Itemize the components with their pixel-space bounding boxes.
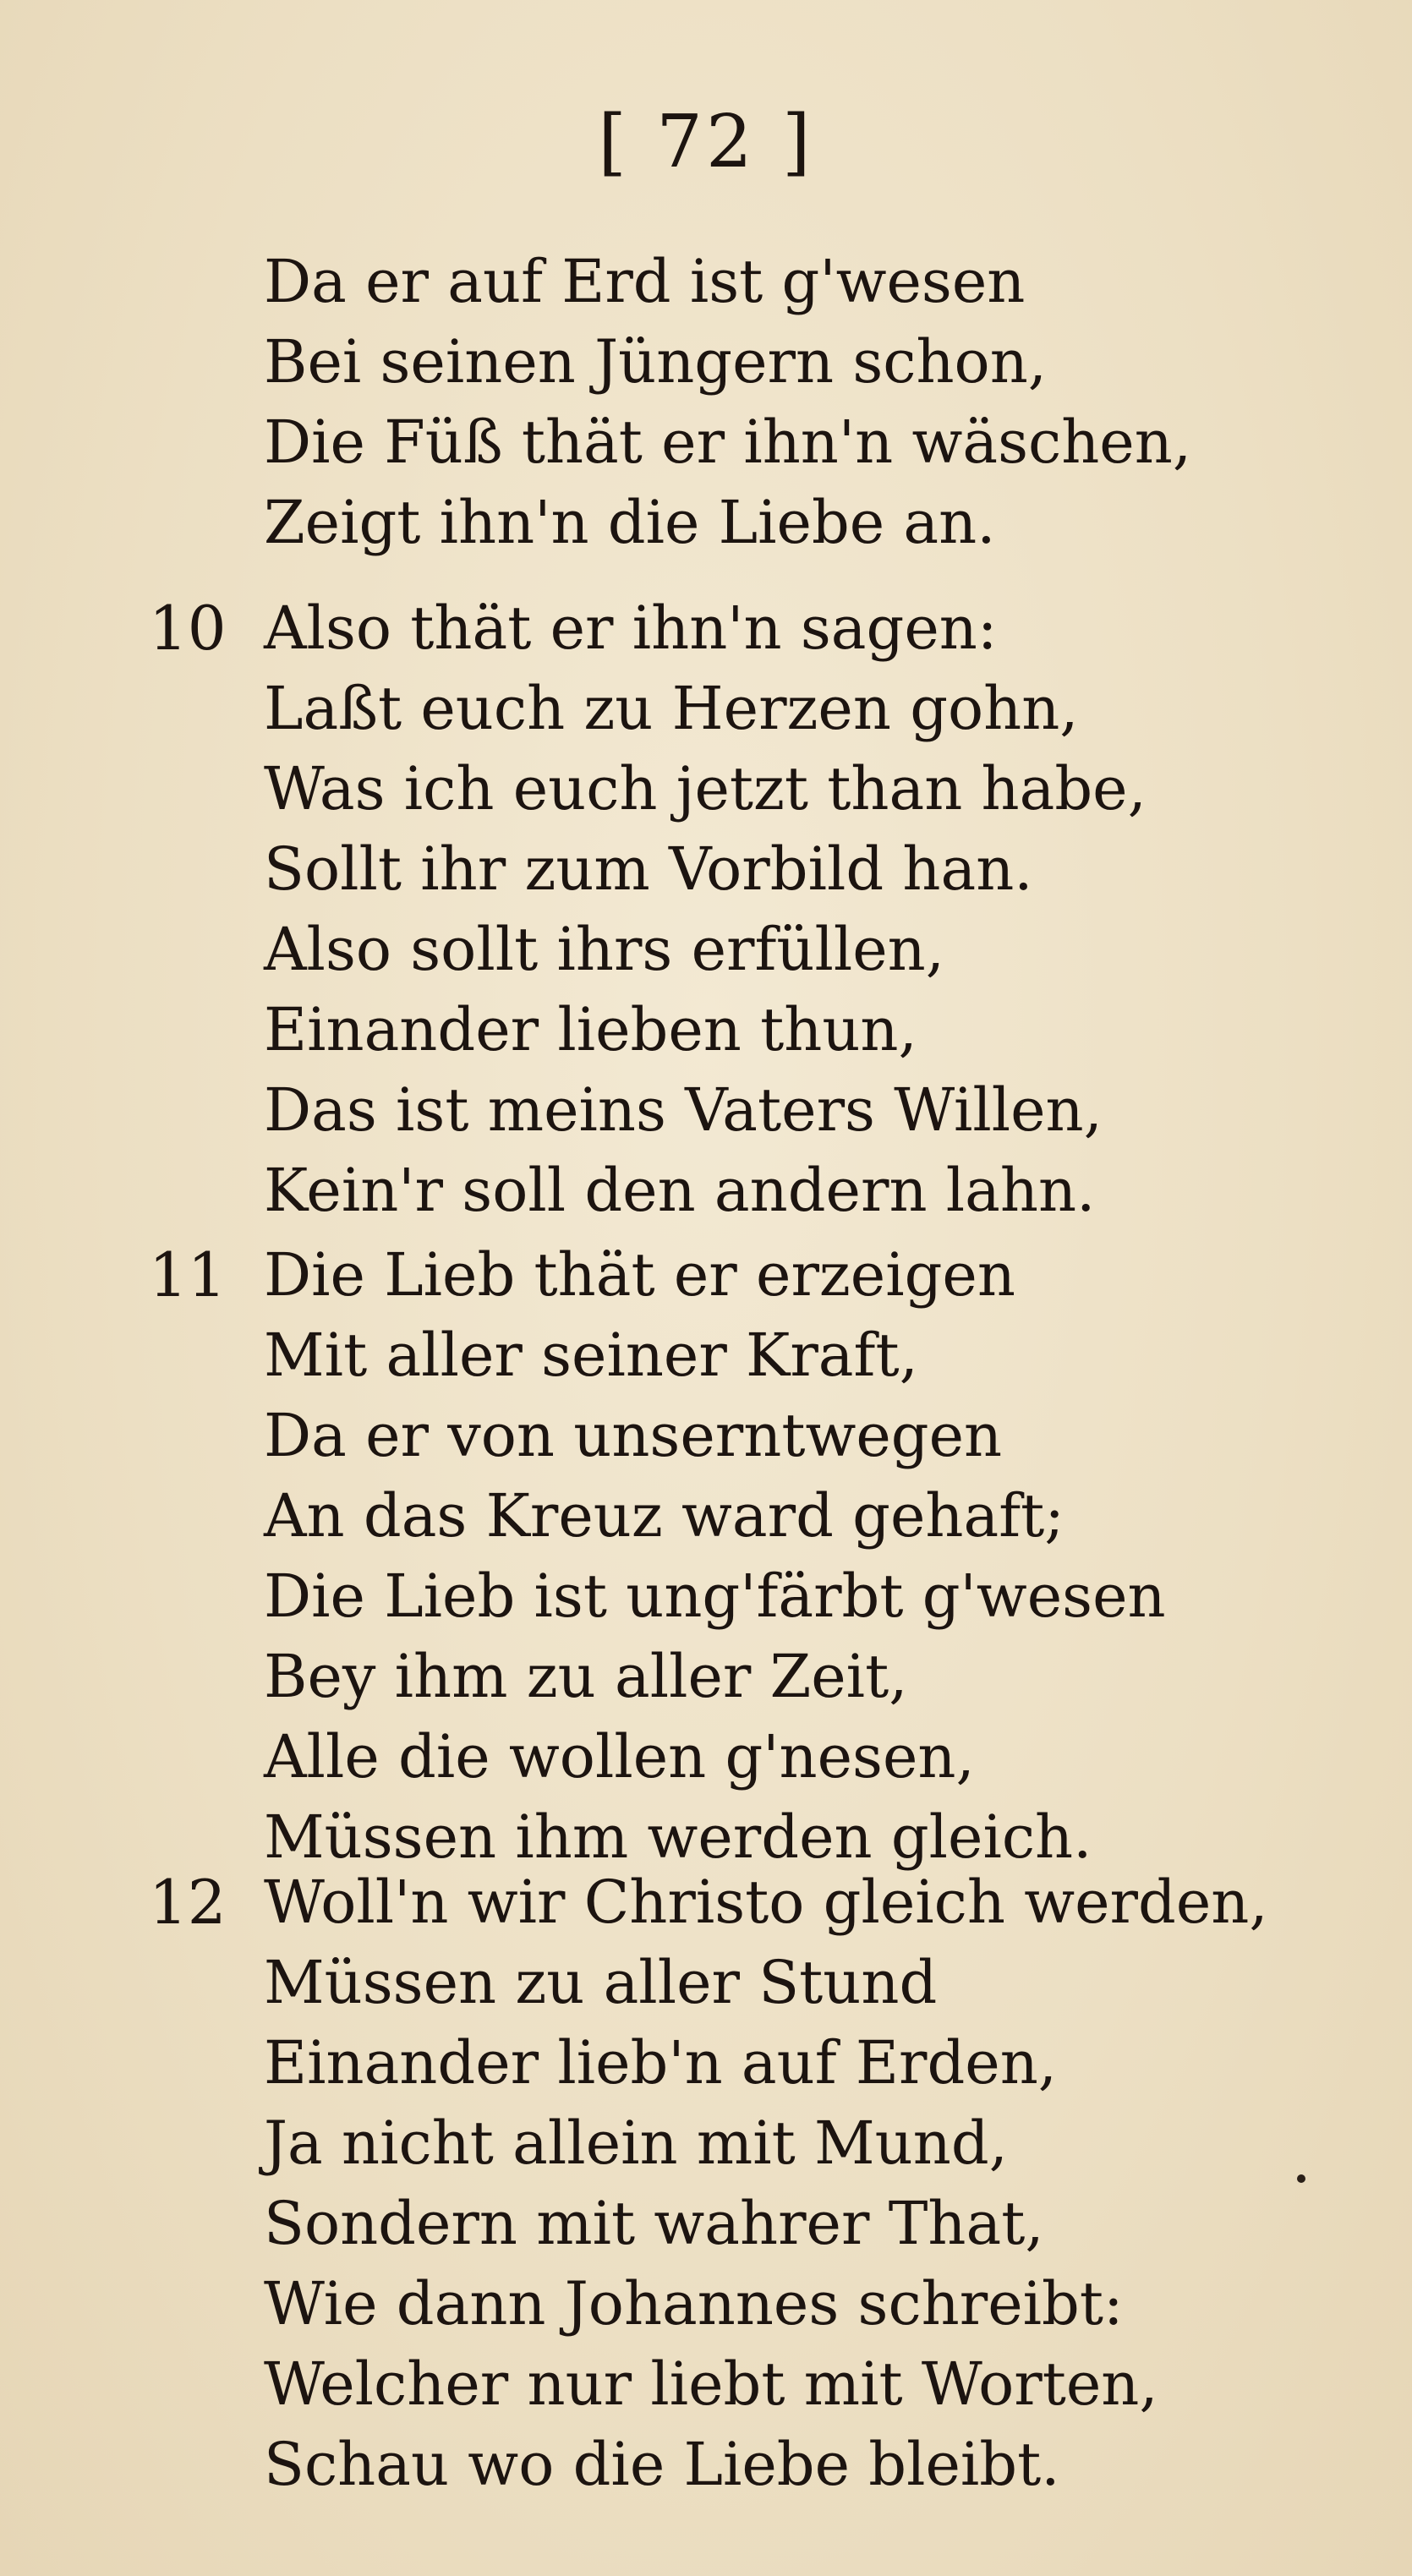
verse-line: Einander lieben thun, [264,995,917,1064]
stanza-number: 10 [149,593,227,664]
stanza-number: 11 [149,1239,227,1310]
verse-line: Müssen zu aller Stund [264,1948,938,2017]
verse-line: Sondern mit wahrer That, [264,2189,1044,2258]
verse-line: Zeigt ihn'n die Liebe an. [264,488,996,557]
verse-line: Die Füß thät er ihn'n wäschen, [264,407,1192,477]
verse-line: Ja nicht allein mit Mund, [264,2108,1008,2178]
verse-line: Kein'r soll den andern lahn. [264,1156,1096,1225]
page-number: [ 72 ] [598,100,814,184]
verse-line: Da er von unserntwegen [264,1401,1003,1470]
verse-line: Also sollt ihrs erfüllen, [264,915,944,984]
verse-line: Bey ihm zu aller Zeit, [264,1642,908,1711]
verse-line: Alle die wollen g'nesen, [264,1722,975,1791]
verse-line: Was ich euch jetzt than habe, [264,754,1147,823]
verse-line: Das ist meins Vaters Willen, [264,1075,1103,1145]
verse-line: Schau wo die Liebe bleibt. [264,2430,1060,2499]
verse-line: Sollt ihr zum Vorbild han. [264,834,1033,904]
verse-line: Wie dann Johannes schreibt: [264,2269,1124,2338]
verse-line: Bei seinen Jüngern schon, [264,327,1048,397]
verse-line: Die Lieb ist ung'färbt g'wesen [264,1561,1166,1631]
verse-line: Einander lieb'n auf Erden, [264,2028,1058,2097]
verse-line: Müssen ihm werden gleich. [264,1802,1092,1872]
verse-line: Also thät er ihn'n sagen: [264,593,998,663]
verse-line: Laßt euch zu Herzen gohn, [264,674,1079,743]
verse-line: Die Lieb thät er erzeigen [264,1240,1015,1310]
ink-speck [1297,2174,1305,2183]
verse-line: Mit aller seiner Kraft, [264,1321,918,1390]
verse-line: An das Kreuz ward gehaft; [264,1481,1064,1551]
verse-line: Da er auf Erd ist g'wesen [264,247,1026,316]
verse-line: Woll'n wir Christo gleich werden, [264,1868,1268,1937]
stanza-number: 12 [149,1867,227,1938]
verse-line: Welcher nur liebt mit Worten, [264,2349,1158,2419]
